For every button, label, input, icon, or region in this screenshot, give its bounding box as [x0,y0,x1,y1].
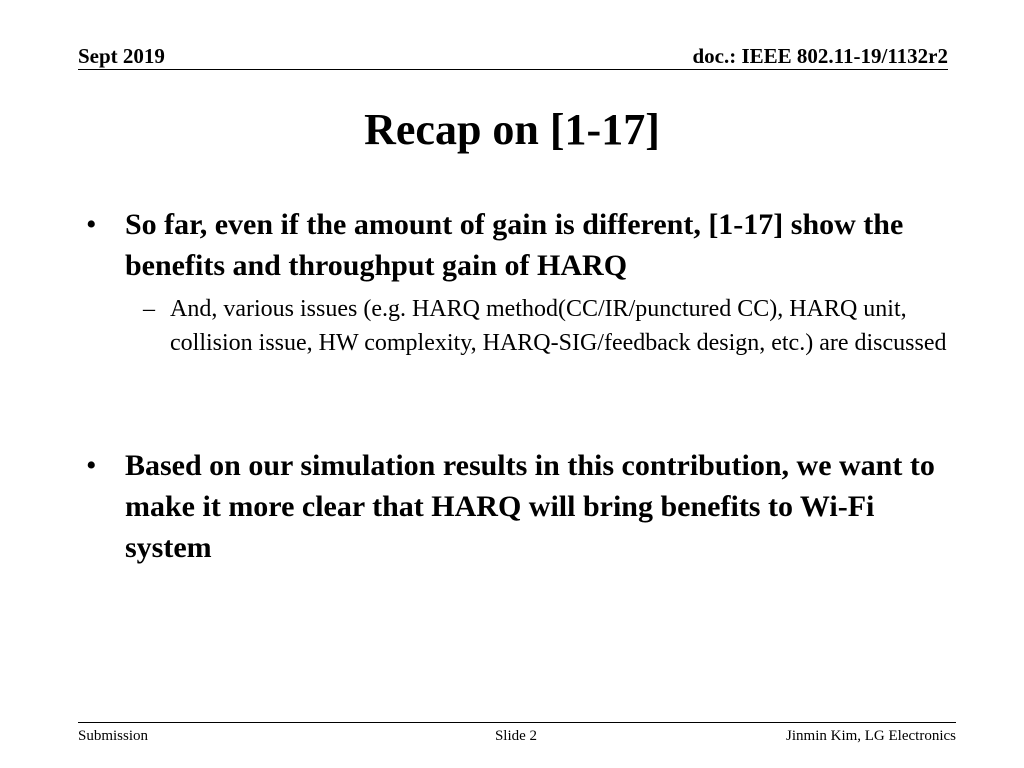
bullet-text: So far, even if the amount of gain is different, [1-17] show the benefits and throughput gain of HARQ [125,208,904,282]
sub-bullet-text: And, various issues (e.g. HARQ method(CC/IR/punctured CC), HARQ unit, collision issue, HW complexity, HARQ-SIG/feedback design, etc.) are discussed [170,296,947,356]
slide-title: Recap on [1-17] [364,105,660,154]
sub-bullet-item-1 [143,292,960,360]
bullet-item-1 [86,204,955,286]
footer-divider [78,722,956,723]
sub-bullet-marker: – [143,296,155,322]
bullet-marker: • [86,449,97,482]
footer-submission: Submission [78,728,149,744]
bullet-item-2 [86,445,955,568]
header-date: Sept 2019 [78,44,165,68]
footer-author: Jinmin Kim, LG Electronics [786,728,956,744]
header-divider [78,69,948,70]
bullet-marker: • [86,208,97,241]
header-document-id: doc.: IEEE 802.11-19/1132r2 [692,44,948,68]
bullet-text: Based on our simulation results in this contribution, we want to make it more clear that HARQ will bring benefits to Wi-Fi system [125,449,935,564]
footer-slide-number: Slide 2 [494,728,538,744]
